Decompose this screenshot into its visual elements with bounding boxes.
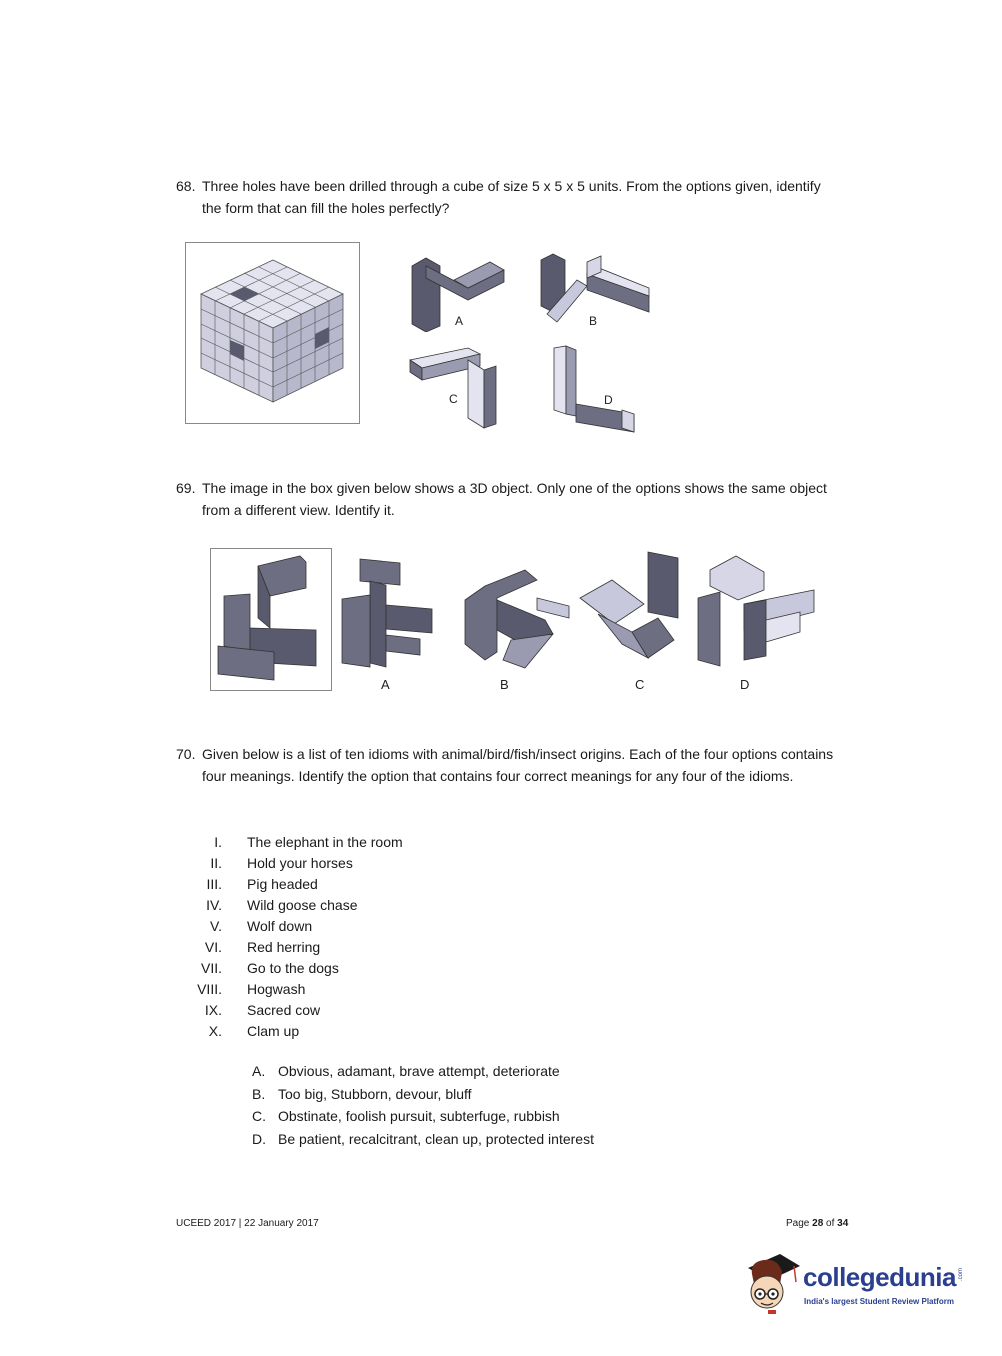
q68-option-d-label: D [604,393,613,407]
idiom-text: Hogwash [247,981,306,997]
idiom-numeral: VI. [204,939,222,955]
idiom-text: Red herring [247,939,321,955]
idiom-text: Pig headed [247,876,318,892]
question-text: The image in the box given below shows a 3D object. Only one of the options shows the same object from a different view. Identify it. [202,480,827,518]
idiom-text: Sacred cow [247,1002,321,1018]
q68-option-d-shape [548,344,638,434]
idiom-numeral: IV. [206,897,222,913]
answer-label: A. [252,1063,266,1079]
q69-option-d-label: D [740,677,750,692]
idiom-numeral: III. [206,876,222,892]
question-70 [176,743,836,787]
question-number: 69. [176,480,196,496]
page-prefix: Page [786,1218,813,1229]
idiom-text: The elephant in the room [247,834,403,850]
answer-text: Obstinate, foolish pursuit, subterfuge, rubbish [278,1108,560,1124]
idiom-text: Hold your horses [247,855,353,871]
q69-option-a-label: A [381,677,390,692]
idiom-numeral: X. [208,1023,222,1039]
q69-option-a-shape [340,555,436,671]
collegedunia-logo: collegedunia [803,1262,956,1292]
q68-option-b-label: B [589,314,598,328]
q69-option-b-label: B [500,677,509,692]
question-number: 68. [176,178,196,194]
answer-label: B. [252,1085,266,1102]
answer-text: Obvious, adamant, brave attempt, deteriorate [278,1063,560,1079]
idiom-text: Wolf down [247,918,313,934]
idiom-numeral: V. [210,918,222,934]
answer-text: Too big, Stubborn, devour, bluff [278,1085,472,1102]
q69-reference-object [210,548,332,691]
page-of: of [823,1218,838,1229]
q69-option-c-label: C [635,677,645,692]
question-text: Three holes have been drilled through a cube of size 5 x 5 x 5 units. From the options given, identify the form that can fill the holes perfectly? [202,178,821,216]
idiom-numeral: IX. [204,1002,222,1018]
page-current: 28 [812,1218,824,1229]
idiom-numeral: II. [210,855,222,871]
idiom-text: Clam up [247,1023,300,1039]
idiom-numeral: VII. [200,960,222,976]
answer-text: Be patient, recalcitrant, clean up, protected interest [278,1130,594,1147]
idiom-text: Go to the dogs [247,960,339,976]
q69-option-b-shape [455,560,573,672]
drilled-cube-figure [185,242,360,424]
idiom-numeral: VIII. [197,981,222,997]
q68-option-c-label: C [449,392,458,406]
idiom-numeral: I. [214,834,222,850]
q69-option-c-shape [578,548,682,668]
footer-exam-info: UCEED 2017 | 22 January 2017 [176,1218,319,1229]
q69-option-d-shape [696,552,818,670]
logo-suffix: .com [958,1268,964,1282]
question-text: Given below is a list of ten idioms with animal/bird/fish/insect origins. Each of the four options contains four meanings. Identify the option that contains four correct meanings for any four of the idioms. [202,746,834,784]
q68-option-c-shape [408,346,500,430]
question-69 [176,477,836,521]
page-total: 34 [837,1218,849,1229]
answer-label: D. [252,1130,266,1147]
question-number: 70. [176,746,196,762]
question-68 [176,175,836,219]
collegedunia-mascot-icon [742,1250,802,1318]
q68-option-a-label: A [455,314,464,328]
idiom-text: Wild goose chase [247,897,358,913]
answer-label: C. [252,1108,266,1124]
logo-tagline: India's largest Student Review Platform [804,1297,954,1306]
page-number [786,1218,848,1229]
